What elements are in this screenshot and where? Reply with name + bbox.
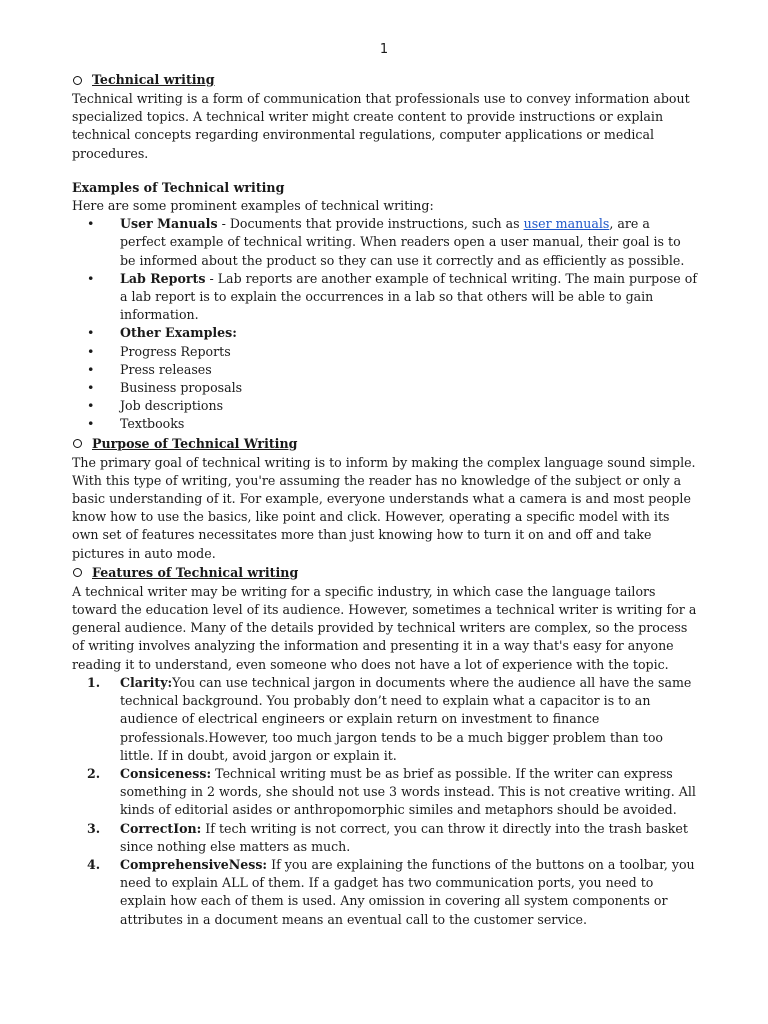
list-item-text: Job descriptions [120,398,224,414]
list-item-term: Consiceness: [120,765,212,781]
page-number: 1 [379,42,389,57]
list-item [72,361,697,379]
list-item-text: Textbooks [120,416,185,432]
list-number: 1. [87,674,101,690]
list-item-text: - Documents that provide instructions, such as [217,216,524,232]
bullet-icon: • [87,361,95,377]
list-item-text: You can use technical jargon in documents where the audience all have the same technical background. You probably don’t need to explain what a capacitor is to an audience of electrical engineers or explain return on investment to finance professionals.However, too much jargon tends to be a much bigger problem than too little. If in doubt, avoid jargon or explain it. [120,674,692,763]
bullet-icon: • [87,343,95,359]
list-item-text: - Lab reports are another example of technical writing. The main purpose of a lab report is to explain the occurrences in a lab so that others will be able to gain information. [120,270,697,323]
section-heading: Features of Technical writing [92,564,299,580]
list-item [72,820,697,856]
bullet-icon: • [87,398,95,414]
list-item-term: User Manuals [120,216,218,232]
list-item-text: Business proposals [120,380,243,396]
list-item [72,270,697,325]
list-item-term: ComprehensiveNess: [120,856,268,872]
section-body: The primary goal of technical writing is to inform by making the complex language sound simple. With this type of writing, you're assuming the reader has no knowledge of the subject or only a basic understanding of it. For example, everyone understands what a camera is and most people know how to use the basics, like point and click. However, operating a specific model with its own set of features necessitates more than just knowing how to turn it on and off and take pictures in auto mode. [72,454,696,561]
features-heading-row [72,563,697,583]
section-technical-writing-heading-row [72,70,697,90]
bullet-icon: • [87,270,95,286]
document-page [72,40,697,929]
hollow-bullet-icon [73,568,82,577]
list-number: 3. [87,820,101,836]
list-item [72,379,697,397]
list-item [72,765,697,820]
list-item [72,856,697,929]
list-item [72,397,697,415]
examples-heading: Examples of Technical writing [72,179,285,195]
other-examples-label: Other Examples: [120,325,237,341]
list-item [72,324,697,342]
examples-list [72,215,697,433]
list-item [72,215,697,270]
section-body: A technical writer may be writing for a specific industry, in which case the language tailors toward the education level of its audience. However, sometimes a technical writer is writing for a general audience. Many of the details provided by technical writers are complex, so the process of writing involves analyzing the information and presenting it in a way that's easy for anyone reading it to understand, even someone who does not have a lot of experience with the topic. [72,583,697,672]
purpose-heading-row [72,434,697,454]
bullet-icon: • [87,380,95,396]
hollow-bullet-icon [73,76,82,85]
list-item [72,415,697,433]
examples-intro: Here are some prominent examples of technical writing: [72,198,434,214]
list-number: 4. [87,856,101,872]
list-number: 2. [87,765,101,781]
list-item-text: Technical writing must be as brief as possible. If the writer can express something in 2 words, she should not use 3 words instead. This is not creative writing. All kinds of editorial asides or anthropomorphic similes and metaphors should be avoided. [120,765,696,818]
list-item-term: Lab Reports [120,270,206,286]
list-item-term: CorrectIon: [120,820,202,836]
section-heading: Technical writing [92,71,215,87]
list-item [72,343,697,361]
bullet-icon: • [87,216,95,232]
bullet-icon: • [87,416,95,432]
list-item-text: Press releases [120,361,212,377]
list-item-text: If tech writing is not correct, you can throw it directly into the trash basket since nothing else matters as much. [120,820,688,854]
bullet-icon: • [87,325,95,341]
list-item-term: Clarity: [120,674,173,690]
hollow-bullet-icon [73,439,82,448]
list-item-text: , are a perfect example of technical writing. When readers open a user manual, their goal is to be informed about the product so they can use it correctly and as efficiently as possible. [120,216,685,268]
features-list [72,674,697,929]
section-body: Technical writing is a form of communication that professionals use to convey information about specialized topics. A technical writer might create content to provide instructions or explain technical concepts regarding environmental regulations, computer applications or medical procedures. [72,91,690,161]
user-manuals-link[interactable]: user manuals [523,216,610,232]
list-item-text: Progress Reports [120,343,231,359]
list-item-text: If you are explaining the functions of the buttons on a toolbar, you need to explain ALL of them. If a gadget has two communication ports, you need to explain how each of them is used. Any omission in covering all system components or attributes in a document means an eventual call to the customer service. [120,856,695,927]
section-heading: Purpose of Technical Writing [92,435,298,451]
list-item [72,674,697,765]
